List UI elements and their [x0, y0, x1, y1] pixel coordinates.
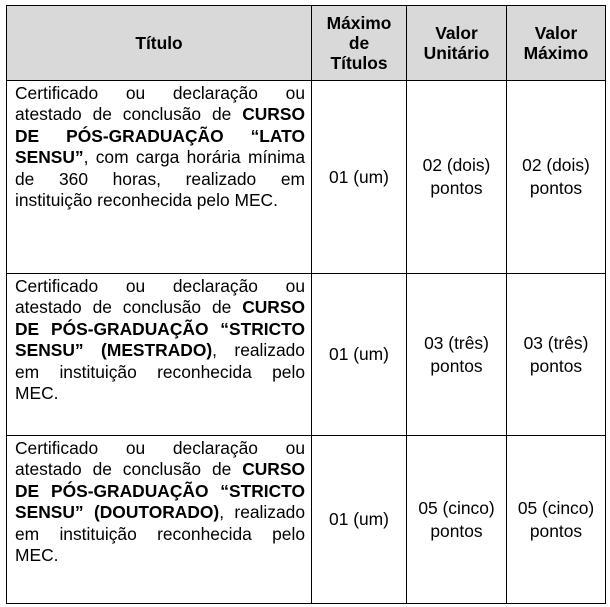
- header-maximo-label: Máximo de Títulos: [326, 13, 392, 73]
- maximo-value: 01 (um): [329, 166, 389, 187]
- row-maximo: [312, 274, 407, 436]
- description-text-end: , realizado em instituição reconhecida pelo MEC.: [15, 340, 305, 404]
- header-maximo-de-titulos: [312, 6, 407, 81]
- header-valor-maximo-label: Valor Máximo: [523, 23, 589, 63]
- row-valor-unitario: [407, 274, 507, 436]
- row-description: [7, 81, 312, 274]
- header-titulo: Título: [7, 6, 312, 81]
- description-text: Certificado ou declaração ou atestado de conclusão de: [15, 276, 305, 318]
- valor-unitario-value: 03 (três) pontos: [424, 332, 489, 376]
- scoring-table: [6, 5, 606, 604]
- row-description: [7, 274, 312, 436]
- valor-unitario-value: 05 (cinco) pontos: [418, 497, 495, 541]
- maximo-value: 01 (um): [329, 344, 389, 364]
- description-text-end: , realizado em instituição reconhecida pelo MEC.: [15, 502, 305, 566]
- header-valor-maximo: [507, 6, 606, 81]
- row-maximo: [312, 81, 407, 274]
- row-valor-unitario: [407, 81, 507, 274]
- description-course: CURSO DE PÓS-GRADUAÇÃO “STRICTO SENSU” (DOUTORADO): [15, 459, 305, 523]
- row-valor-maximo: [507, 274, 606, 436]
- row-valor-unitario: [407, 436, 507, 604]
- valor-maximo-value: 05 (cinco) pontos: [517, 497, 595, 541]
- table-row: [7, 436, 606, 604]
- valor-maximo-value: 02 (dois) pontos: [522, 155, 590, 198]
- valor-unitario-value: 02 (dois) pontos: [422, 155, 491, 198]
- row-description: [7, 436, 312, 604]
- row-valor-maximo: [507, 436, 606, 604]
- description-text-end: , com carga horária mínima de 360 horas, realizado em instituição reconhecida pelo MEC.: [15, 147, 305, 211]
- maximo-value: 01 (um): [329, 509, 389, 529]
- description-course: CURSO DE PÓS-GRADUAÇÃO “LATO SENSU”: [15, 104, 305, 168]
- header-row: [7, 6, 606, 81]
- description-course: CURSO DE PÓS-GRADUAÇÃO “STRICTO SENSU” (MESTRADO): [15, 297, 305, 361]
- header-valor-unitario: [407, 6, 507, 81]
- row-valor-maximo: [507, 81, 606, 274]
- table-row: [7, 274, 606, 436]
- header-valor-unitario-label: Valor Unitário: [423, 23, 490, 63]
- table-row: [7, 81, 606, 274]
- description-text: Certificado ou declaração ou atestado de conclusão de: [15, 83, 305, 125]
- valor-maximo-value: 03 (três) pontos: [523, 332, 589, 376]
- row-maximo: [312, 436, 407, 604]
- description-text: Certificado ou declaração ou atestado de conclusão de: [15, 438, 305, 480]
